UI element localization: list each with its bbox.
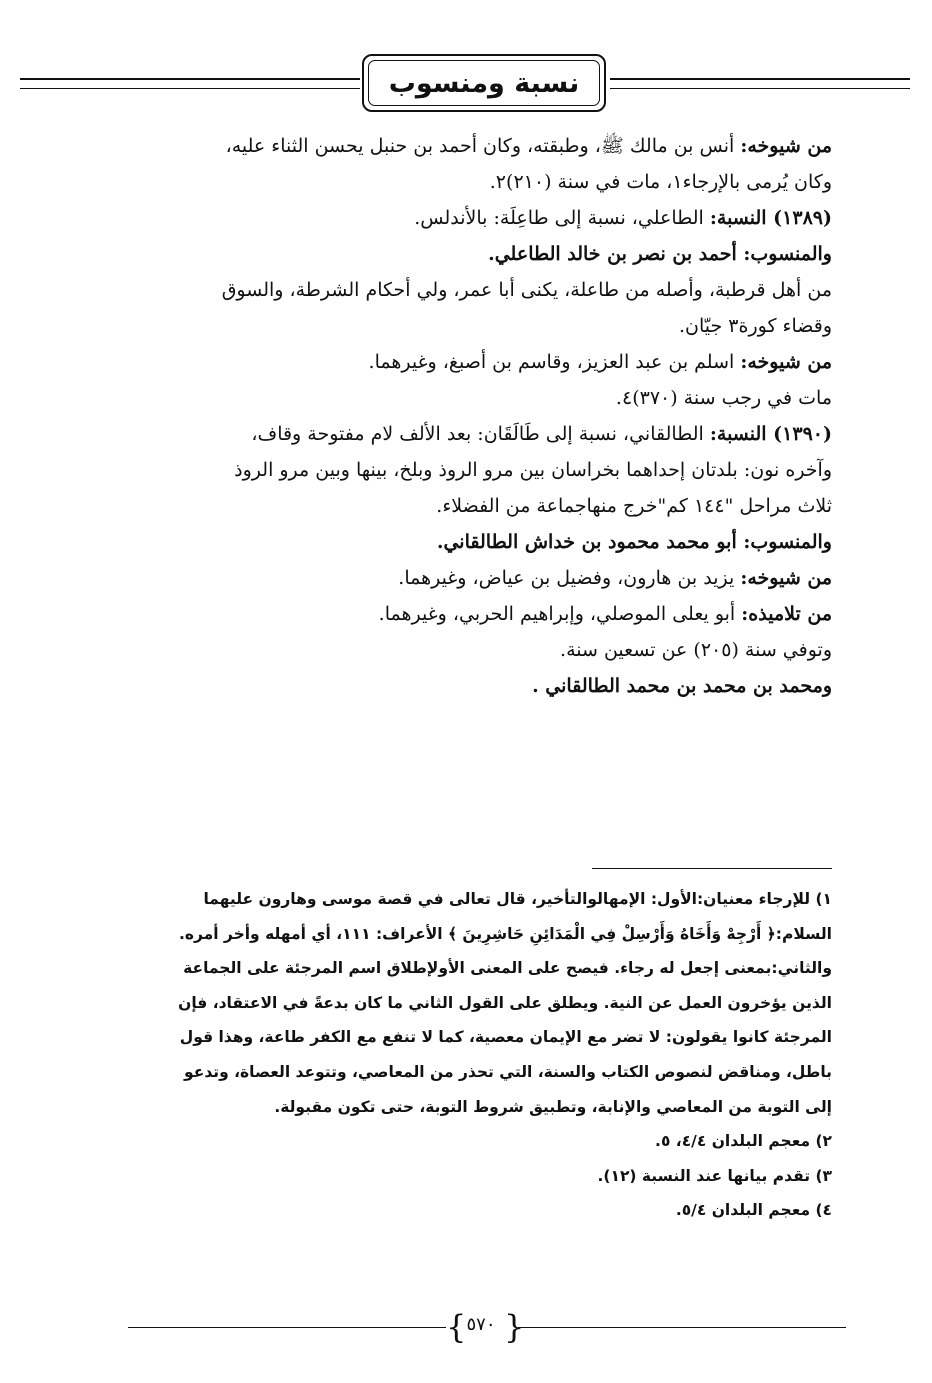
text-line (140, 488, 832, 524)
line-lead: من شيوخه: (740, 567, 832, 589)
text-line (140, 200, 832, 236)
line-text: أحمد بن نصر بن خالد الطاعلي. (488, 243, 744, 265)
footnote-line: ٤) معجم البلدان ٥/٤. (675, 1201, 832, 1220)
line-text: ومحمد بن محمد بن محمد الطالقاني . (532, 675, 832, 697)
text-line (140, 524, 832, 560)
line-lead: من شيوخه: (740, 135, 832, 157)
line-lead: من شيوخه: (740, 351, 832, 373)
line-text: وكان يُرمى بالإرجاء١، مات في سنة (٢١٠)٢. (489, 171, 832, 193)
line-text: أبو يعلى الموصلي، وإبراهيم الحربي، وغيرهما. (378, 603, 742, 625)
footnote-line: السلام:﴿ أَرْجِهْ وَأَخَاهُ وَأَرْسِلْ فِي الْمَدَائِنِ حَاشِرِينَ ﴾ الأعراف: ١١١، أي أمهله وأخر أمره. (178, 924, 832, 943)
text-line (140, 416, 832, 452)
text-line (140, 668, 832, 704)
line-lead: والمنسوب: (743, 531, 832, 553)
footnote-line: المرجئة كانوا يقولون: لا تضر مع الإيمان معصية، كما لا تنفع مع الكفر طاعة، وهذا قول (179, 1028, 832, 1047)
header-rule-left (20, 78, 360, 89)
line-lead: والمنسوب: (743, 243, 832, 265)
text-line (140, 308, 832, 344)
page-number-rule-left (128, 1327, 446, 1328)
text-line (140, 452, 832, 488)
text-line (140, 236, 832, 272)
line-text: اسلم بن عبد العزيز، وقاسم بن أصبغ، وغيرهما. (368, 351, 741, 373)
text-line (140, 596, 832, 632)
line-text: ثلاث مراحل "١٤٤ كم"خرج منهاجماعة من الفضلاء. (436, 495, 832, 517)
footnotes (140, 882, 832, 1228)
footnote-line: ٢) معجم البلدان ٤/٤، ٥. (655, 1132, 832, 1151)
footnote-line: باطل، ومناقض لنصوص الكتاب والسنة، التي تحذر من المعاصي، وتتوعد العصاة، وتدعو (184, 1062, 832, 1081)
header-title-frame (362, 54, 606, 112)
footnote-line: والثاني:بمعنى إجعل له رجاء. فيصح على المعنى الأولإطلاق اسم المرجئة على الجماعة (183, 959, 832, 978)
page-number-area (0, 1308, 932, 1348)
text-line (140, 380, 832, 416)
text-line (140, 272, 832, 308)
text-line (140, 164, 832, 200)
line-text: من أهل قرطبة، وأصله من طاعلة، يكنى أبا عمر، ولي أحكام الشرطة، والسوق (221, 279, 832, 301)
header-rule-right (610, 78, 910, 89)
footnote-line: ٣) تقدم بيانها عند النسبة (١٢). (597, 1166, 832, 1185)
line-text: الطاعلي، نسبة إلى طاعِلَة: بالأندلس. (414, 207, 710, 229)
line-text: أبو محمد محمود بن خداش الطالقاني. (436, 531, 744, 553)
line-text: أنس بن مالك ﷺ، وطبقته، وكان أحمد بن حنبل يحسن الثناء عليه، (225, 135, 741, 157)
text-line (140, 560, 832, 596)
brace-open: { (446, 1308, 467, 1346)
text-line (140, 344, 832, 380)
line-text: وآخره نون: بلدتان إحداهما بخراسان بين مرو الروذ وبلخ، بينها وبين مرو الروذ (234, 459, 832, 481)
line-text: وقضاء كورة٣ جيّان. (678, 315, 832, 337)
text-line (140, 128, 832, 164)
page-number-rule-right (518, 1327, 846, 1328)
text-line (140, 632, 832, 668)
footnote-line: الذين يؤخرون العمل عن النية. ويطلق على القول الثاني ما كان بدعةً في الاعتقاد، فإن (178, 993, 832, 1012)
line-text: مات في رجب سنة (٣٧٠)٤. (615, 387, 832, 409)
brace-close: } (504, 1308, 525, 1346)
main-text (140, 128, 832, 704)
line-lead: من تلاميذه: (741, 603, 832, 625)
line-lead: (١٣٩٠) النسبة: (709, 423, 832, 445)
line-text: الطالقاني، نسبة إلى طَالَقَان: بعد الألف لام مفتوحة وقاف، (251, 423, 710, 445)
page-header (0, 52, 932, 122)
footnote-separator (592, 868, 832, 869)
page-title: نسبة ومنسوب (368, 60, 600, 106)
page-number: ٥٧٠ (466, 1314, 496, 1335)
line-lead: (١٣٨٩) النسبة: (709, 207, 832, 229)
footnote-line: ١) للإرجاء معنيان:الأول: الإمهالوالتأخير، قال تعالى في قصة موسى وهارون عليهما (203, 890, 832, 908)
line-text: يزيد بن هارون، وفضيل بن عياض، وغيرهما. (398, 567, 741, 589)
line-text: وتوفي سنة (٢٠٥) عن تسعين سنة. (560, 639, 832, 661)
footnote-line: إلى التوبة من المعاصي والإنابة، وتطبيق شروط التوبة، حتى تكون مقبولة. (274, 1097, 832, 1116)
